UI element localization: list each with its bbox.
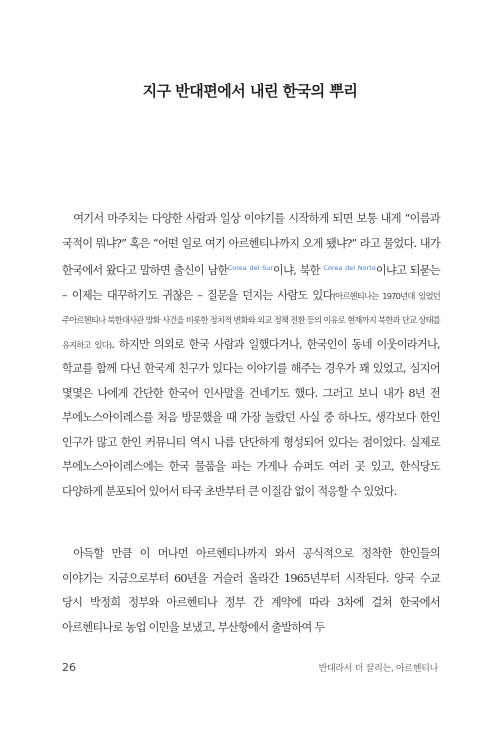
inline-note: (아르헨티나는 1970년대 있었던 주아르헨티나 북한대사관 방화 사건을 비롯한 정치적 변화와 외교 정책 전환 등의 이유로 현재까지 북한과 단교 상태를 유지하고 있다) bbox=[62, 290, 441, 350]
page-number: 26 bbox=[62, 661, 76, 674]
running-title: 반대라서 더 끌리는, 아르헨티나 bbox=[318, 664, 438, 674]
body-paragraph-1 bbox=[62, 207, 440, 504]
sup-corea-del-norte: Corea del Norte bbox=[323, 264, 376, 272]
sup-corea-del-sur: Corea del Sur bbox=[227, 264, 274, 272]
paragraph-1-text-d: . 하지만 의외로 한국 사람과 일했다거나, 한국인이 동네 이웃이라거나, 학교를 함께 다닌 한국계 친구가 있다는 이야기를 해주는 경우가 꽤 있었고, 심지어 몇몇은 나에게 간단한 한국어 인사말을 건네기도 했다. 그러고 보니 내가 8년 전 부에노스아이레스를 처음 방문했을 때 가장 놀랐던 사실 중 하나도, 생각보다 한인 인구가 많고 한인 커뮤니티 역시 나름 단단하게 형성되어 있다는 점이었다. 실제로 부에노스아이레스에는 한국 물품을 파는 가게나 슈퍼도 여러 곳 있고, 한식당도 다양하게 분포되어 있어서 타국 초반부터 큰 이질감 없이 적응할 수 있었다. bbox=[62, 337, 440, 498]
body-paragraph-2 bbox=[62, 542, 440, 640]
chapter-title: 지구 반대편에서 내린 한국의 뿌리 bbox=[142, 82, 358, 100]
paragraph-1-text-b: 이냐, 북한 bbox=[273, 264, 320, 277]
paragraph-1-text-a: 여기서 마주치는 다양한 사람과 일상 이야기를 시작하게 되면 보통 내게 “이름과 국적이 뭐냐?” 혹은 “어떤 일로 여기 아르헨티나까지 오게 됐냐?” 라고 물었다. 내가 한국에서 왔다고 말하면 출신이 남한 bbox=[62, 212, 440, 277]
paragraph-1-text-c: 이냐고 되묻는 – 이제는 대꾸하기도 귀찮은 – 질문을 던지는 사람도 있다 bbox=[62, 264, 441, 302]
paragraph-2-text: 아득할 만큼 이 머나먼 아르헨티나까지 와서 공식적으로 정착한 한인들의 이야기는 지금으로부터 60년을 거슬러 올라간 1965년부터 시작된다. 양국 수교 당시 박정희 정부와 아르헨티나 정부 간 계약에 따라 3차에 걸쳐 한국에서 아르헨티나로 농업 이민을 보냈고, 부산항에서 출발하여 두 bbox=[62, 547, 440, 634]
